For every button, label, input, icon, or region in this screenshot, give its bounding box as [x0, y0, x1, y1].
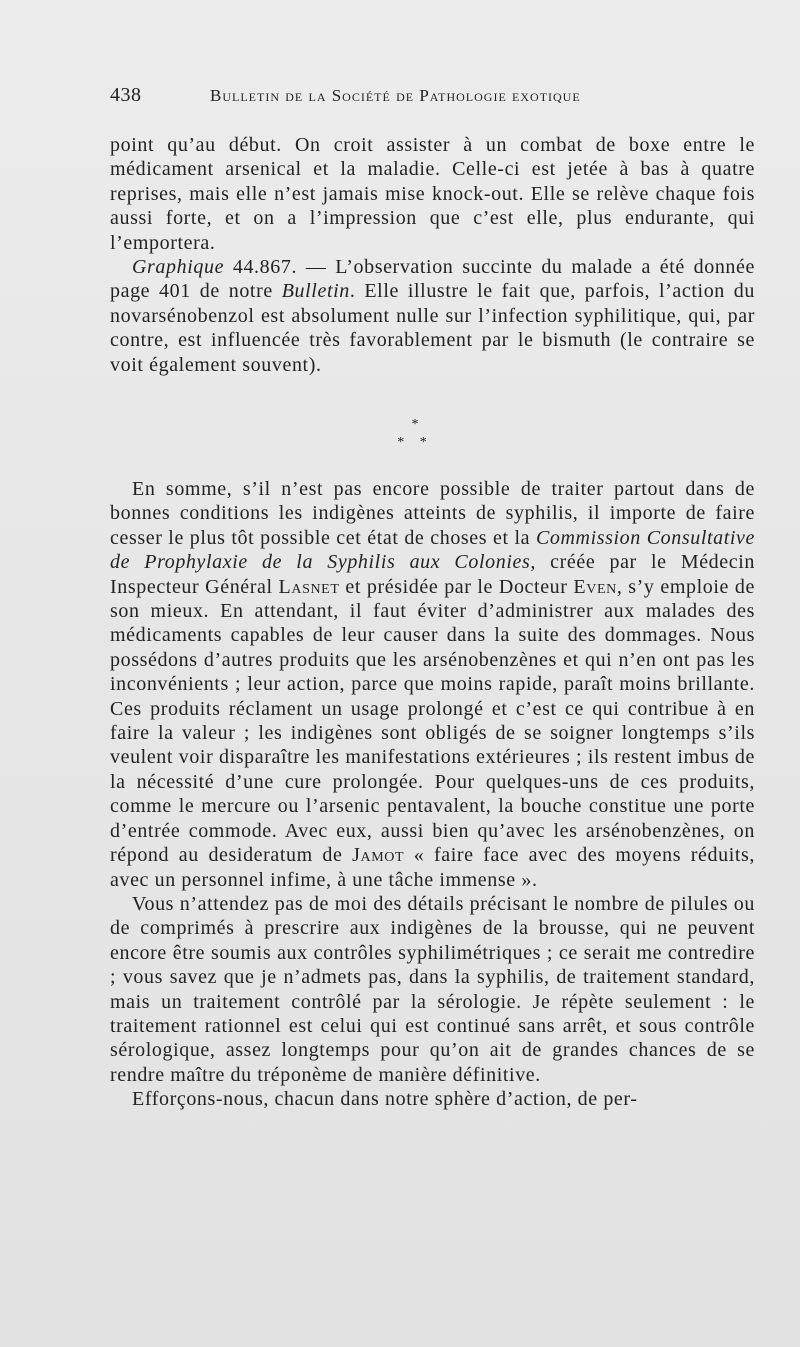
person-lasnet: Lasnet: [278, 575, 340, 598]
text-run: et présidée par le Docteur: [339, 575, 574, 598]
text-run: , s’y emploie de son mieux. En attendant, il faut éviter d’administrer aux malades des médicaments capables de leur causer dans la suite des dommages. Nous possédons d’autres produits que les arsénobenzènes et qui n’en ont pas les inconvénients ; leur action, parce que moins rapide, paraît moins brillante. Ces produits réclament un usage prolongé et c’est ce qui contribue à en faire la valeur ; les indigènes sont obligés de se soigner longtemps s’ils veulent voir disparaître les manifestations extérieures ; ils restent imbus de la nécessité d’une cure prolongée. Pour quelques-uns de ces produits, comme le mercure ou l’arsenic pentavalent, la bouche constitue une porte d’entrée commode. Avec eux, aussi bien qu’avec les arsénobenzènes, on répond au desideratum de: [110, 575, 755, 867]
running-title: Bulletin de la Société de Pathologie exotique: [210, 86, 581, 105]
paragraph-efforcons: Efforçons-nous, chacun dans notre sphère d’action, de per-: [132, 1088, 638, 1111]
commission-name: Commission Consultative de Prophylaxie de la Syphilis aux Colonies: [110, 526, 755, 574]
text-block-bottom: [110, 477, 755, 1112]
running-header: [110, 84, 755, 108]
paragraph-en-somme: [110, 477, 755, 892]
text-block-top: [110, 133, 755, 377]
section-separator: [385, 418, 445, 454]
paragraph: point qu’au début. On croit assister à un combat de boxe entre le médicament arsenical et la maladie. Celle-ci est jetée à bas à quatre reprises, mais elle n’est jamais mise knock-out. Elle se relève chaque fois aussi forte, et on a l’impression que c’est elle, plus endurante, qui l’emportera.: [110, 134, 755, 254]
text-run: , créée par le Médecin Inspecteur Général: [110, 551, 755, 598]
person-even: Even: [573, 575, 617, 598]
paragraph-graphique: [110, 255, 755, 377]
asterism-bottom: * *: [397, 435, 433, 450]
bulletin-reference: Bulletin: [281, 280, 350, 303]
asterism-top: *: [411, 417, 419, 432]
person-jamot: Jamot: [352, 844, 405, 867]
text-run: . Elle illustre le fait que, parfois, l’action du novarsénobenzol est absolument nulle sur l’infection syphilitique, qui, par contre, est influencée très favorablement par le bismuth (le contraire se voit également souvent).: [110, 280, 755, 376]
text-run: — L’observation succinte du malade a été donnée page 401 de notre: [110, 256, 755, 303]
paragraph-vous: Vous n’attendez pas de moi des détails précisant le nombre de pilules ou de comprimés à prescrire aux indigènes de la brousse, qui ne peuvent encore être soumis aux contrôles syphilimétriques ; ce serait me contredire ; vous savez que je n’admets pas, dans la syphilis, de traitement standard, mais un traitement contrôlé par la sérologie. Je répète seulement : le traitement rationnel est celui qui est continué sans arrêt, et sous contrôle sérologique, assez longtemps pour qu’on ait de grandes chances de se rendre maître du tréponème de manière définitive.: [110, 892, 755, 1086]
text-run: En somme, s’il n’est pas encore possible de traiter partout dans de bonnes conditions les indigènes atteints de syphilis, il importe de faire cesser le plus tôt possible cet état de choses et la: [110, 478, 755, 549]
text-run: « faire face avec des moyens réduits, avec un personnel infime, à une tâche immense ».: [110, 844, 755, 891]
page-number: 438: [110, 84, 142, 106]
graphique-number: 44.867.: [232, 256, 298, 279]
graphique-label: Graphique: [132, 256, 225, 279]
